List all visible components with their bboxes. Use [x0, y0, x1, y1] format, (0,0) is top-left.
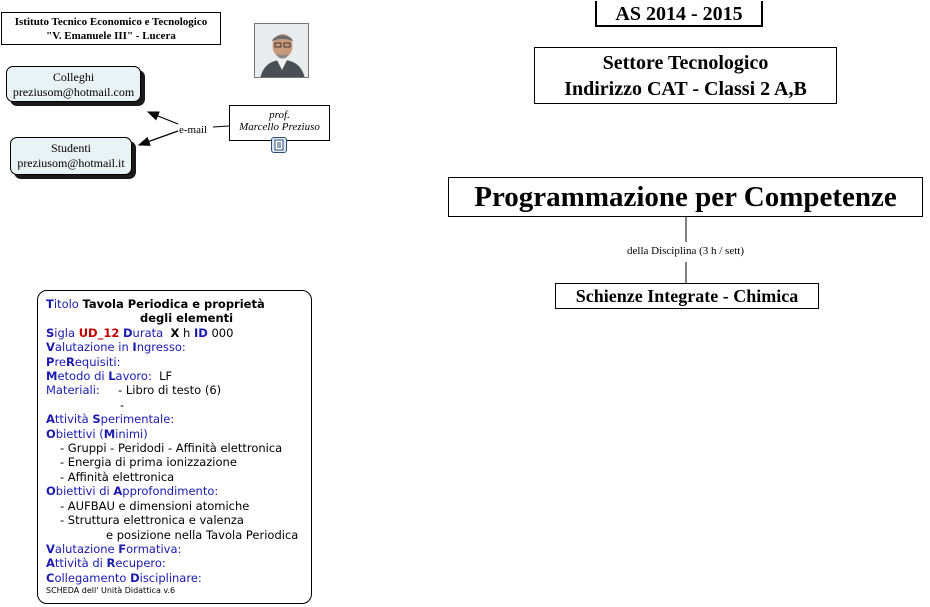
titolo-value-cont: degli elementi: [140, 311, 234, 326]
collegamento-row: [46, 571, 303, 585]
oa-t2: pprofondimento:: [122, 484, 219, 499]
school-name: Istituto Tecnico Economico e Tecnologico: [14, 16, 208, 28]
settore-title: Settore Tecnologico: [602, 52, 769, 74]
colleghi-email[interactable]: preziusom@hotmail.com: [12, 85, 135, 99]
indirizzo-title: Indirizzo CAT - Classi 2 A,B: [564, 78, 807, 100]
list-item: - Energia di prima ionizzazione: [60, 455, 237, 470]
titolo-key-rest: itolo: [53, 297, 79, 311]
titolo-key-initial: T: [46, 297, 54, 311]
as-k2: S: [92, 412, 101, 427]
materiali-item: - Libro di testo (6): [118, 383, 222, 398]
vi-t1: alutazione in: [54, 340, 133, 355]
list-item: - Affinità elettronica: [60, 469, 175, 484]
email-link-label: e-mail: [179, 124, 208, 136]
obiettivi-minimi-row: [46, 427, 303, 441]
vi-t2: ngresso:: [136, 340, 186, 355]
list-item: - Gruppi - Peridodi - Affinità elettronica: [60, 441, 283, 456]
vf-t1: alutazione: [54, 541, 119, 556]
om-t2: inimi): [115, 426, 148, 441]
arrow-to-studenti: [139, 131, 178, 145]
me-t1: etodo di: [57, 369, 109, 384]
card-title-row: [46, 297, 303, 311]
vf-k2: F: [118, 541, 127, 556]
pr-k1: P: [46, 354, 55, 369]
materiali-row: [46, 383, 303, 397]
durata-key-initial: D: [123, 325, 133, 340]
arrow-to-colleghi: [148, 112, 178, 124]
ar-t1: ttività di: [54, 556, 107, 571]
discipline-link-label: della Disciplina (3 h / sett): [627, 245, 744, 257]
cd-k1: C: [46, 570, 55, 585]
cd-k2: D: [130, 570, 140, 585]
om-t1: biettivi (: [55, 426, 104, 441]
me-t2: avoro:: [115, 369, 152, 384]
valutazione-formativa-row: [46, 542, 303, 556]
colleghi-box[interactable]: [6, 66, 141, 102]
ar-k2: R: [106, 556, 116, 571]
durata-value: X: [170, 325, 180, 340]
oa-k2: A: [113, 484, 123, 499]
school-year: AS 2014 - 2015: [595, 1, 763, 27]
unit-card[interactable]: [37, 290, 312, 604]
prof-box[interactable]: [229, 105, 330, 141]
metodo-row: [46, 369, 303, 383]
oa-t1: biettivi di: [55, 484, 114, 499]
vf-t2: ormativa:: [126, 541, 182, 556]
materiali-item: -: [120, 397, 125, 412]
sigla-value: UD_12: [78, 325, 120, 340]
cd-t1: ollegamento: [54, 570, 131, 585]
vi-k2: I: [132, 340, 137, 355]
metodo-value: LF: [159, 369, 173, 384]
sigla-key-initial: S: [46, 325, 55, 340]
link-line: [213, 126, 229, 127]
prof-name: Marcello Preziuso: [239, 121, 320, 133]
sigla-row: [46, 326, 303, 340]
attivita-sperimentale-row: [46, 412, 303, 426]
ar-k1: A: [46, 556, 55, 571]
colleghi-title: Colleghi: [52, 70, 95, 84]
school-location: "V. Emanuele III" - Lucera: [46, 30, 176, 42]
vi-k1: V: [46, 340, 55, 355]
om-k1: O: [46, 426, 56, 441]
settore-box: [534, 47, 837, 104]
studenti-email[interactable]: preziusom@hotmail.it: [17, 156, 125, 170]
id-key: ID: [193, 325, 208, 340]
studenti-title: Studenti: [50, 141, 91, 155]
as-t2: perimentale:: [100, 412, 175, 427]
pr-t2: equisiti:: [74, 354, 121, 369]
titolo-value: Tavola Periodica e proprietà: [82, 297, 265, 311]
document-icon[interactable]: [271, 137, 287, 153]
school-box: [1, 12, 221, 45]
vf-k1: V: [46, 541, 55, 556]
oa-k1: O: [46, 484, 56, 499]
as-k1: A: [46, 412, 55, 427]
card-footer: SCHEDA dell' Unità Didattica v.6: [46, 586, 176, 596]
list-item-cont: e posizione nella Tavola Periodica: [106, 527, 299, 542]
ar-t2: ecupero:: [115, 556, 166, 571]
subject-box[interactable]: Schienze Integrate - Chimica: [555, 283, 819, 309]
sigla-key-rest: igla: [54, 325, 76, 340]
durata-key-rest: urata: [132, 325, 164, 340]
cd-t2: isciplinare:: [139, 570, 202, 585]
me-k2: L: [108, 369, 116, 384]
obiettivi-approfondimento-row: [46, 484, 303, 498]
om-k2: M: [103, 426, 116, 441]
prof-title: prof.: [269, 109, 290, 121]
valutazione-ingresso-row: [46, 340, 303, 354]
list-item: - AUFBAU e dimensioni atomiche: [60, 498, 250, 513]
me-k1: M: [46, 369, 58, 384]
main-title[interactable]: Programmazione per Competenze: [448, 177, 923, 217]
attivita-recupero-row: [46, 556, 303, 570]
prerequisiti-row: [46, 355, 303, 369]
durata-unit: h: [183, 325, 191, 340]
teacher-photo[interactable]: [254, 23, 309, 78]
pr-k2: R: [66, 354, 75, 369]
list-item: - Struttura elettronica e valenza: [60, 513, 244, 528]
as-t1: ttività: [54, 412, 93, 427]
pr-t1: re: [54, 354, 66, 369]
studenti-box[interactable]: [10, 137, 132, 175]
materiali-label: Materiali:: [46, 383, 100, 398]
id-value: 000: [211, 325, 234, 340]
